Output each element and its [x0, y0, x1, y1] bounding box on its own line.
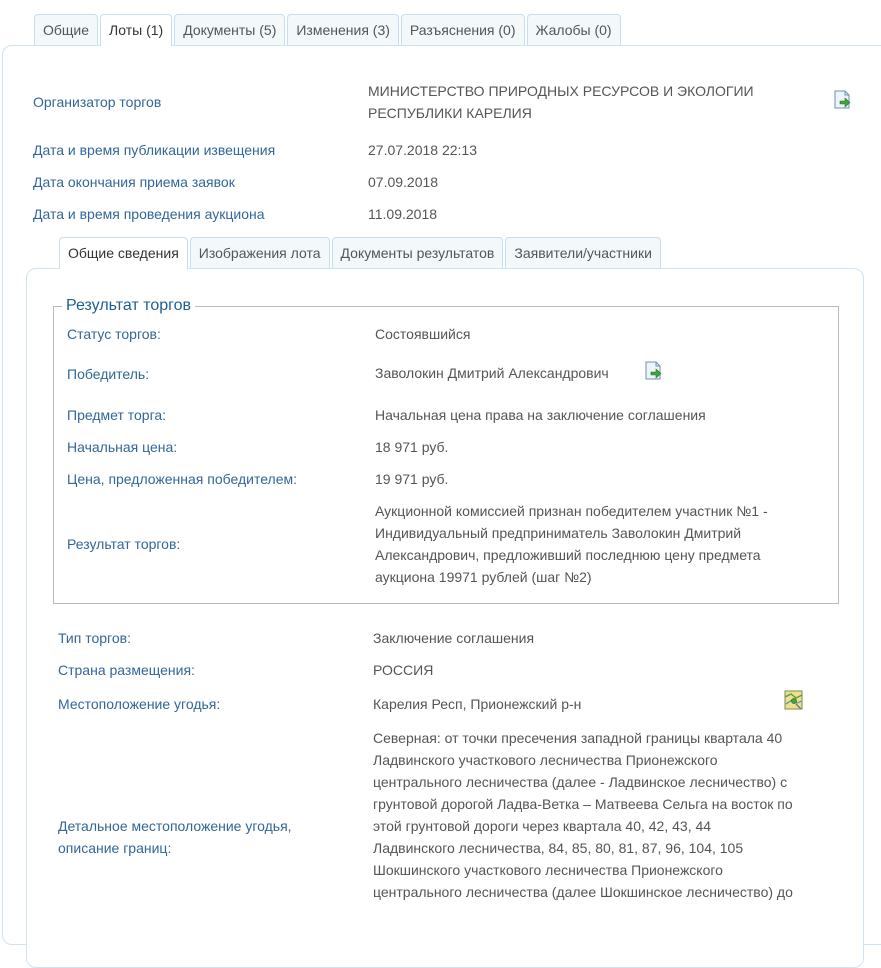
- winner-label: Победитель:: [67, 366, 150, 382]
- detail-description-line: центрального лесничества (далее Шокшинское лесничество) до: [373, 884, 793, 900]
- tab-lots[interactable]: Лоты (1): [100, 14, 172, 46]
- detail-description-line: Ладвинского лесничества, 84, 85, 80, 81, 87, 96, 104, 105: [373, 840, 744, 856]
- lot-tabs: [59, 237, 661, 269]
- outcome-line: Индивидуальный предприниматель Заволокин Дмитрий: [375, 525, 742, 541]
- outcome-label: Результат торгов:: [67, 536, 181, 552]
- detail-description-line: Ладвинского участкового лесничества Прионежского: [373, 752, 718, 768]
- winner-price-value: 19 971 руб.: [375, 471, 449, 487]
- organizer-label: Организатор торгов: [33, 94, 162, 110]
- detail-description-line: Северная: от точки пресечения западной границы квартала 40: [373, 730, 783, 746]
- organizer-value-line1: МИНИСТЕРСТВО ПРИРОДНЫХ РЕСУРСОВ И ЭКОЛОГИИ: [368, 83, 754, 99]
- application-end-label: Дата окончания приема заявок: [33, 174, 235, 190]
- document-export-icon[interactable]: [834, 90, 851, 109]
- start-price-value: 18 971 руб.: [375, 439, 449, 455]
- country-value: РОССИЯ: [373, 662, 434, 678]
- auction-type-value: Заключение соглашения: [373, 630, 535, 646]
- detail-description-line: грунтовой дорогой Ладва-Ветка – Матвеева Сельга на восток по: [373, 796, 793, 812]
- status-value: Состоявшийся: [375, 326, 471, 342]
- subject-value: Начальная цена права на заключение соглашения: [375, 407, 706, 423]
- subject-label: Предмет торга:: [67, 407, 167, 423]
- result-legend: Результат торгов: [66, 297, 192, 314]
- document-export-icon[interactable]: [645, 361, 662, 380]
- tab-documents[interactable]: Документы (5): [174, 14, 285, 45]
- location-label: Местоположение угодья:: [58, 696, 221, 712]
- detail-location-label-line1: Детальное местоположение угодья,: [58, 818, 292, 834]
- status-label: Статус торгов:: [67, 326, 161, 342]
- outcome-line: аукциона 19971 рублей (шаг №2): [375, 569, 592, 585]
- auction-date-label: Дата и время проведения аукциона: [33, 206, 265, 222]
- detail-location-label-line2: описание границ:: [58, 840, 172, 856]
- map-icon[interactable]: [784, 690, 803, 710]
- tab-result-documents[interactable]: Документы результатов: [332, 237, 504, 268]
- detail-description-line: центрального лесничества (далее - Ладвинское лесничество) с: [373, 774, 788, 790]
- tab-general[interactable]: Общие: [34, 14, 98, 45]
- tab-applicants[interactable]: Заявители/участники: [505, 237, 661, 268]
- winner-value: Заволокин Дмитрий Александрович: [375, 365, 609, 381]
- auction-date-value: 11.09.2018: [368, 206, 438, 222]
- tab-changes[interactable]: Изменения (3): [287, 14, 399, 45]
- organizer-value-line2: РЕСПУБЛИКИ КАРЕЛИЯ: [368, 105, 532, 121]
- tab-lot-images[interactable]: Изображения лота: [190, 237, 330, 268]
- start-price-label: Начальная цена:: [67, 439, 178, 455]
- publish-date-label: Дата и время публикации извещения: [33, 142, 276, 158]
- detail-description-line: Шокшинского участкового лесничества Прионежского: [373, 862, 723, 878]
- outcome-line: Александрович, предложивший последнюю цену предмета: [375, 547, 761, 563]
- outcome-line: Аукционной комиссией признан победителем участник №1 -: [375, 503, 768, 519]
- auction-type-label: Тип торгов:: [58, 630, 131, 646]
- application-end-value: 07.09.2018: [368, 174, 439, 190]
- winner-price-label: Цена, предложенная победителем:: [67, 471, 298, 487]
- location-value: Карелия Респ, Прионежский р-н: [373, 696, 582, 712]
- tab-complaints[interactable]: Жалобы (0): [527, 14, 621, 45]
- detail-description-line: этой грунтовой дороги через квартала 40, 42, 43, 44: [373, 818, 712, 834]
- tab-general-info[interactable]: Общие сведения: [59, 237, 188, 269]
- country-label: Страна размещения:: [58, 662, 195, 678]
- main-tabs: [34, 14, 621, 46]
- publish-date-value: 27.07.2018 22:13: [368, 142, 477, 158]
- tab-clarifications[interactable]: Разъяснения (0): [401, 14, 525, 45]
